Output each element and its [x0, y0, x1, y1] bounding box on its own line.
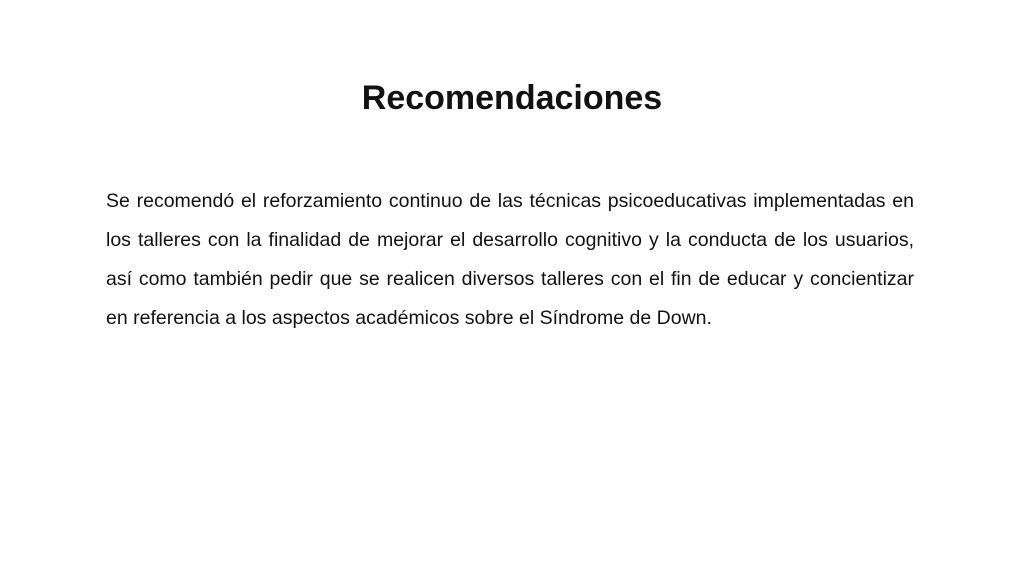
- slide-title: Recomendaciones: [361, 79, 663, 117]
- recommendations-paragraph: Se recomendó el reforzamiento continuo de las técnicas psicoeducativas implementadas en los talleres con la finalidad de mejorar el desarrollo cognitivo y la conducta de los usuarios, así como también pedir que se realicen diversos talleres con el fin de educar y concientizar en referencia a los aspectos académicos sobre el Síndrome de Down.: [106, 189, 914, 329]
